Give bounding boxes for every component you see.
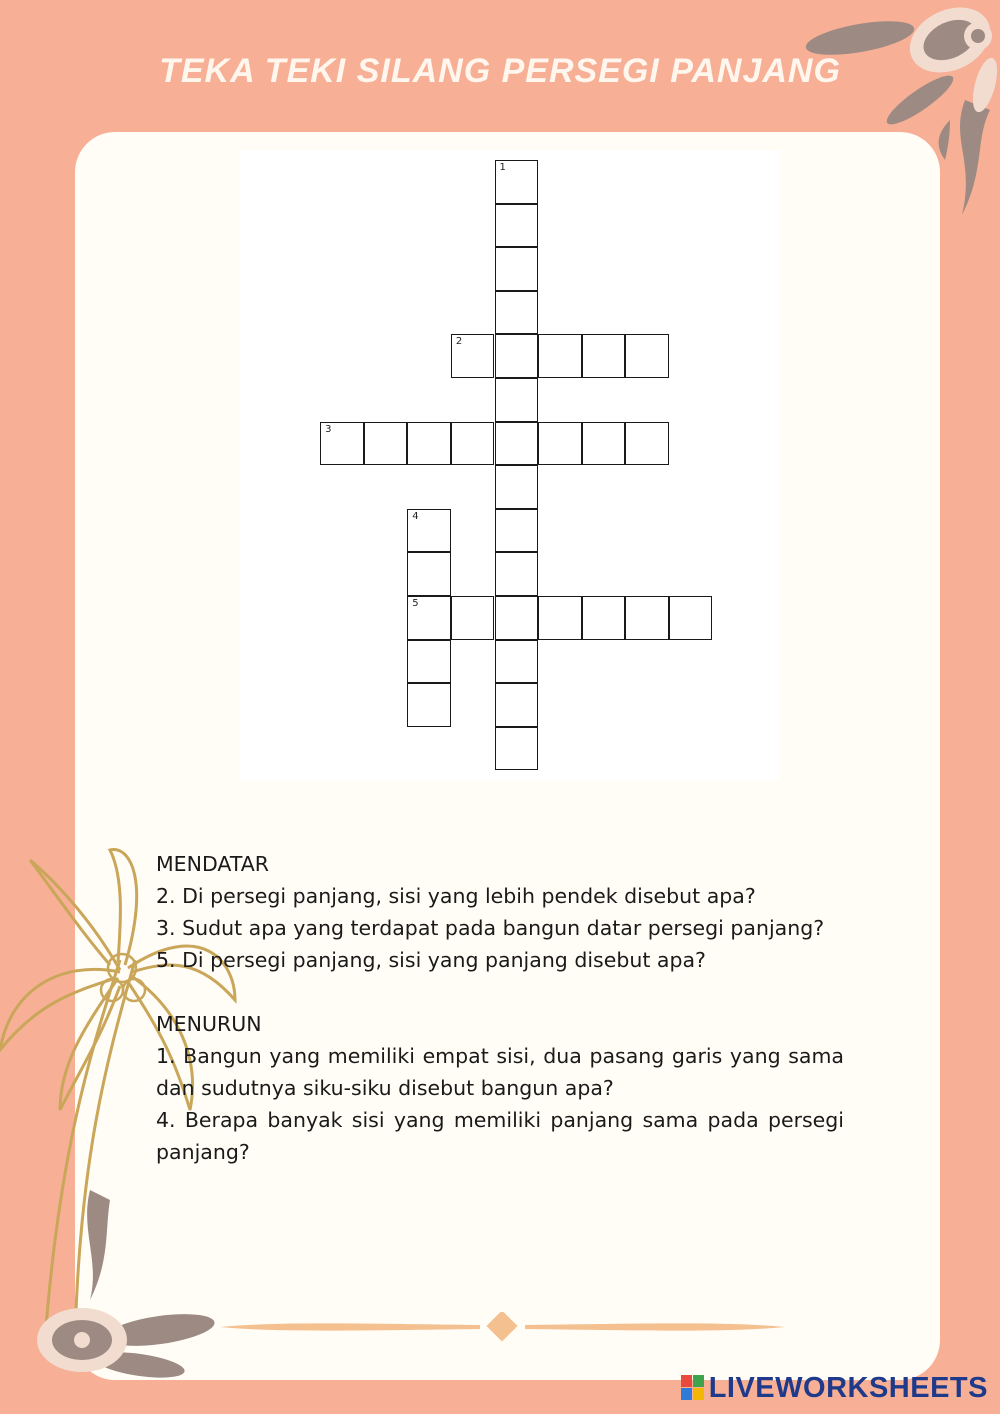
crossword-cell[interactable] [495, 683, 539, 727]
crossword-grid [240, 150, 780, 780]
crossword-cell[interactable] [538, 422, 582, 466]
crossword-cell[interactable] [451, 422, 495, 466]
crossword-cell[interactable] [495, 247, 539, 291]
crossword-cell[interactable] [582, 422, 626, 466]
crossword-cell[interactable] [495, 334, 539, 378]
crossword-cell[interactable] [625, 596, 669, 640]
across-heading: MENDATAR [156, 852, 270, 876]
down-clue-4: 4. Berapa banyak sisi yang memiliki panjang sama pada persegi panjang? [156, 1108, 844, 1164]
clues-section [156, 848, 844, 1168]
crossword-cell[interactable] [495, 422, 539, 466]
crossword-cell[interactable] [625, 422, 669, 466]
down-clue-1: 1. Bangun yang memiliki empat sisi, dua pasang garis yang sama dan sudutnya siku-siku disebut bangun apa? [156, 1044, 844, 1100]
crossword-cell[interactable] [582, 596, 626, 640]
crossword-cell[interactable] [495, 204, 539, 248]
crossword-cell[interactable] [407, 509, 451, 553]
crossword-cell[interactable] [495, 640, 539, 684]
crossword-cell[interactable] [495, 291, 539, 335]
crossword-cell[interactable] [407, 683, 451, 727]
crossword-clue-number: 1 [499, 162, 506, 173]
liveworksheets-logo-text: LIVEWORKSHEETS [708, 1371, 988, 1404]
crossword-cell[interactable] [495, 378, 539, 422]
crossword-cell[interactable] [451, 334, 495, 378]
ornamental-divider [215, 1312, 790, 1342]
crossword-cell[interactable] [495, 509, 539, 553]
crossword-cell[interactable] [538, 334, 582, 378]
crossword-cell[interactable] [407, 640, 451, 684]
crossword-cell[interactable] [407, 552, 451, 596]
crossword-cell[interactable] [538, 596, 582, 640]
down-heading: MENURUN [156, 1012, 262, 1036]
crossword-clue-number: 5 [412, 598, 419, 609]
crossword-cell[interactable] [495, 552, 539, 596]
crossword-clue-number: 2 [455, 336, 463, 348]
liveworksheets-logo-icon [681, 1375, 705, 1401]
crossword-cell[interactable] [495, 160, 539, 204]
across-clue-5: 5. Di persegi panjang, sisi yang panjang disebut apa? [156, 948, 706, 972]
crossword-cell[interactable] [320, 422, 364, 466]
page-title: TEKA TEKI SILANG PERSEGI PANJANG [159, 52, 841, 90]
crossword-cell[interactable] [364, 422, 408, 466]
crossword-clue-number: 4 [412, 510, 419, 522]
crossword-cell[interactable] [407, 596, 451, 640]
crossword-cell[interactable] [495, 465, 539, 509]
crossword-cell[interactable] [451, 596, 495, 640]
across-clue-2: 2. Di persegi panjang, sisi yang lebih pendek disebut apa? [156, 884, 756, 908]
crossword-cell[interactable] [669, 596, 713, 640]
crossword-cell[interactable] [625, 334, 669, 378]
flower-decoration-bottom-left [20, 1190, 220, 1390]
crossword-clue-number: 3 [325, 423, 332, 435]
liveworksheets-logo[interactable] [681, 1370, 988, 1406]
across-clue-3: 3. Sudut apa yang terdapat pada bangun datar persegi panjang? [156, 916, 825, 940]
crossword-cell[interactable] [495, 727, 539, 771]
crossword-cell[interactable] [407, 422, 451, 466]
crossword-cell[interactable] [495, 596, 539, 640]
crossword-cell[interactable] [582, 334, 626, 378]
